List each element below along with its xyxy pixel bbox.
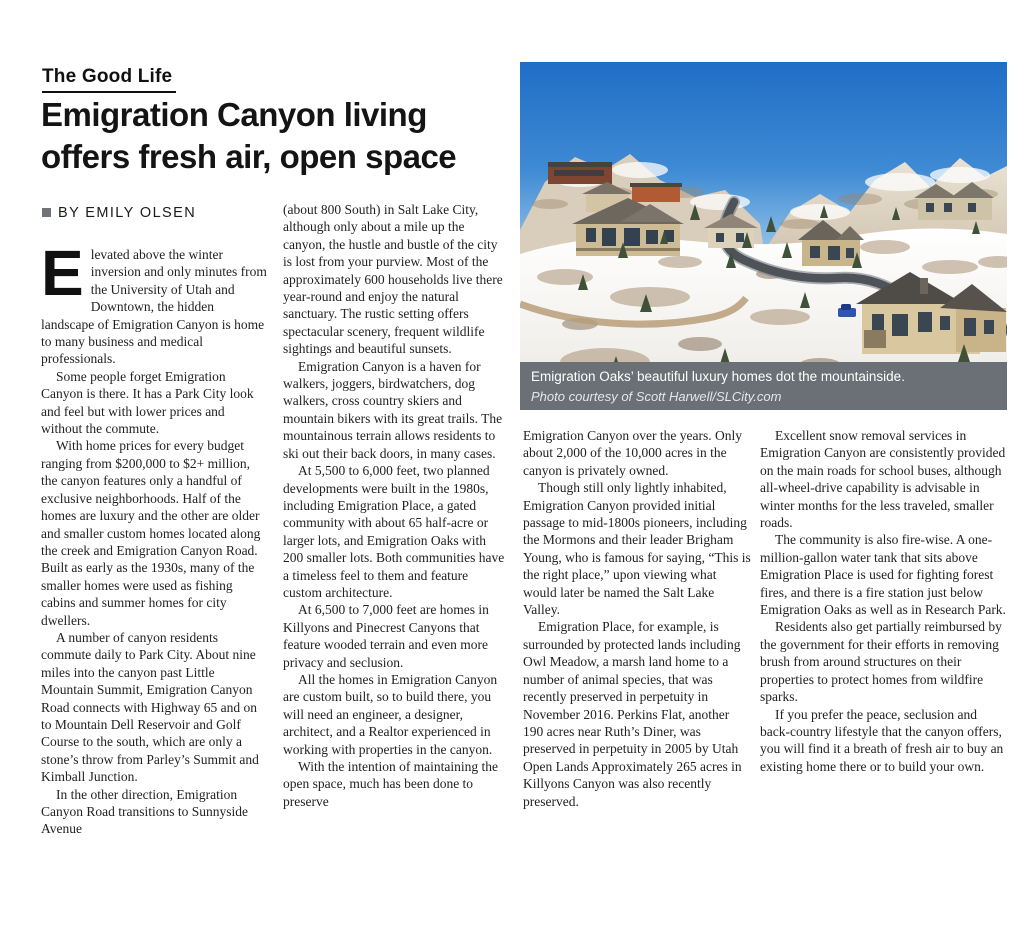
article-headline xyxy=(41,94,519,178)
paragraph: With home prices for every budget ranging from $200,000 to $2+ million, the canyon features only a handful of exclusive neighborhoods. Half of the homes are luxury and the other are older and smaller custom homes located along the creek and Emigration Canyon Road. Built as early as the 1930s, many of the smaller homes were used as fishing cabins and summer homes for city dwellers. xyxy=(41,438,261,628)
paragraph: At 6,500 to 7,000 feet are homes in Killyons and Pinecrest Canyons that feature wooded terrain and even more privacy and seclusion. xyxy=(283,602,489,670)
paragraph: If you prefer the peace, seclusion and back-country lifestyle that the canyon offers, you will find it a breath of fresh air to buy an existing home there or to build your own. xyxy=(760,706,1004,774)
headline-line-2: offers fresh air, open space xyxy=(41,138,457,175)
byline-text: BY EMILY OLSEN xyxy=(58,205,197,221)
paragraph: Elevated above the winter inversion and only minutes from the University of Utah and Downtown, the hidden landscape of Emigration Canyon is home to many business and medical professionals. xyxy=(41,237,267,367)
paragraph: (about 800 South) in Salt Lake City, although only about a mile up the canyon, the hustle and bustle of the city is lost from your purview. Most of the approximately 600 households live there year-round and enjoy the natural sanctuary. The rustic setting offers spectacular scenery, frequent wildlife sightings and beautiful sunsets. xyxy=(283,202,503,357)
drop-cap: E xyxy=(41,237,84,309)
text-column-2 xyxy=(283,201,507,810)
text-column-4 xyxy=(760,427,1007,775)
paragraph: In the other direction, Emigration Canyon Road transitions to Sunnyside Avenue xyxy=(41,786,248,837)
paragraph: Residents also get partially reimbursed by the government for their efforts in removing brush from around structures on their properties to protect homes from wildfire sparks. xyxy=(760,619,1002,705)
photo-caption-band xyxy=(520,362,1007,410)
photo-credit: Photo courtesy of Scott Harwell/SLCity.com xyxy=(531,389,782,404)
paragraph: A number of canyon residents commute daily to Park City. About nine miles into the canyon past Little Mountain Summit, Emigration Canyon Road connects with Highway 65 and on to Mountain Dell Reservoir and Golf Course to the south, which are only a stone’s throw from Parley’s Summit and Kimball Junction. xyxy=(41,629,259,785)
byline-square-icon xyxy=(42,208,51,217)
photo-illustration xyxy=(520,62,1007,410)
paragraph: Though still only lightly inhabited, Emigration Canyon provided initial passage to mid-1800s pioneers, including the Mormons and their leader Brigham Young, who is famous for saying, “This is the right place,” upon viewing what would later be named the Salt Lake Valley. xyxy=(523,480,751,618)
paragraph: With the intention of maintaining the open space, much has been done to preserve xyxy=(283,759,499,809)
headline-line-1: Emigration Canyon living xyxy=(41,96,427,133)
paragraph: Excellent snow removal services in Emigration Canyon are consistently provided on the main roads for school buses, although all-wheel-drive capability is advisable in winter months for the less traveled, smaller roads. xyxy=(760,428,1006,531)
paragraph: All the homes in Emigration Canyon are custom built, so to build there, you will need an engineer, a designer, architect, and a Realtor experienced in working with properties in the canyon. xyxy=(283,671,498,757)
paragraph: Some people forget Emigration Canyon is there. It has a Park City look and feel but with lower prices and without the commute. xyxy=(41,368,254,437)
text-column-3 xyxy=(523,427,751,810)
paragraph: Emigration Canyon over the years. Only about 2,000 of the 10,000 acres in the canyon is privately owned. xyxy=(523,428,742,478)
text-column-1 xyxy=(41,237,268,838)
section-kicker: The Good Life xyxy=(42,66,176,93)
article-photo xyxy=(520,62,1007,410)
photo-caption: Emigration Oaks’ beautiful luxury homes dot the mountainside. xyxy=(531,369,905,384)
paragraph: The community is also fire-wise. A one-million-gallon water tank that sits above Emigration Place is used for fighting forest fires, and there is a fire station just below Emigration Oaks as well as in Research Park. xyxy=(760,532,1006,618)
paragraph: Emigration Place, for example, is surrounded by protected lands including Owl Meadow, a marsh land home to a number of animal species, that was recently preserved in perpetuity in November 2016. Perkins Flat, another 190 acres near Ruth’s Diner, was preserved in perpetuity in 2005 by Utah Open Lands Approximately 265 acres in Killyons Canyon was also recently preserved. xyxy=(523,619,742,809)
paragraph: Emigration Canyon is a haven for walkers, joggers, birdwatchers, dog walkers, cross country skiers and mountain bikers with its great trails. The mountainous terrain allows residents to ski out their back doors, in many cases. xyxy=(283,358,503,461)
byline xyxy=(42,205,196,221)
paragraph: At 5,500 to 6,000 feet, two planned developments were built in the 1980s, including Emigration Place, a gated community with about 65 half-acre or larger lots, and Emigration Oaks with 200 smaller lots. Both communities have a timeless feel to them and feature custom architecture. xyxy=(283,463,505,600)
